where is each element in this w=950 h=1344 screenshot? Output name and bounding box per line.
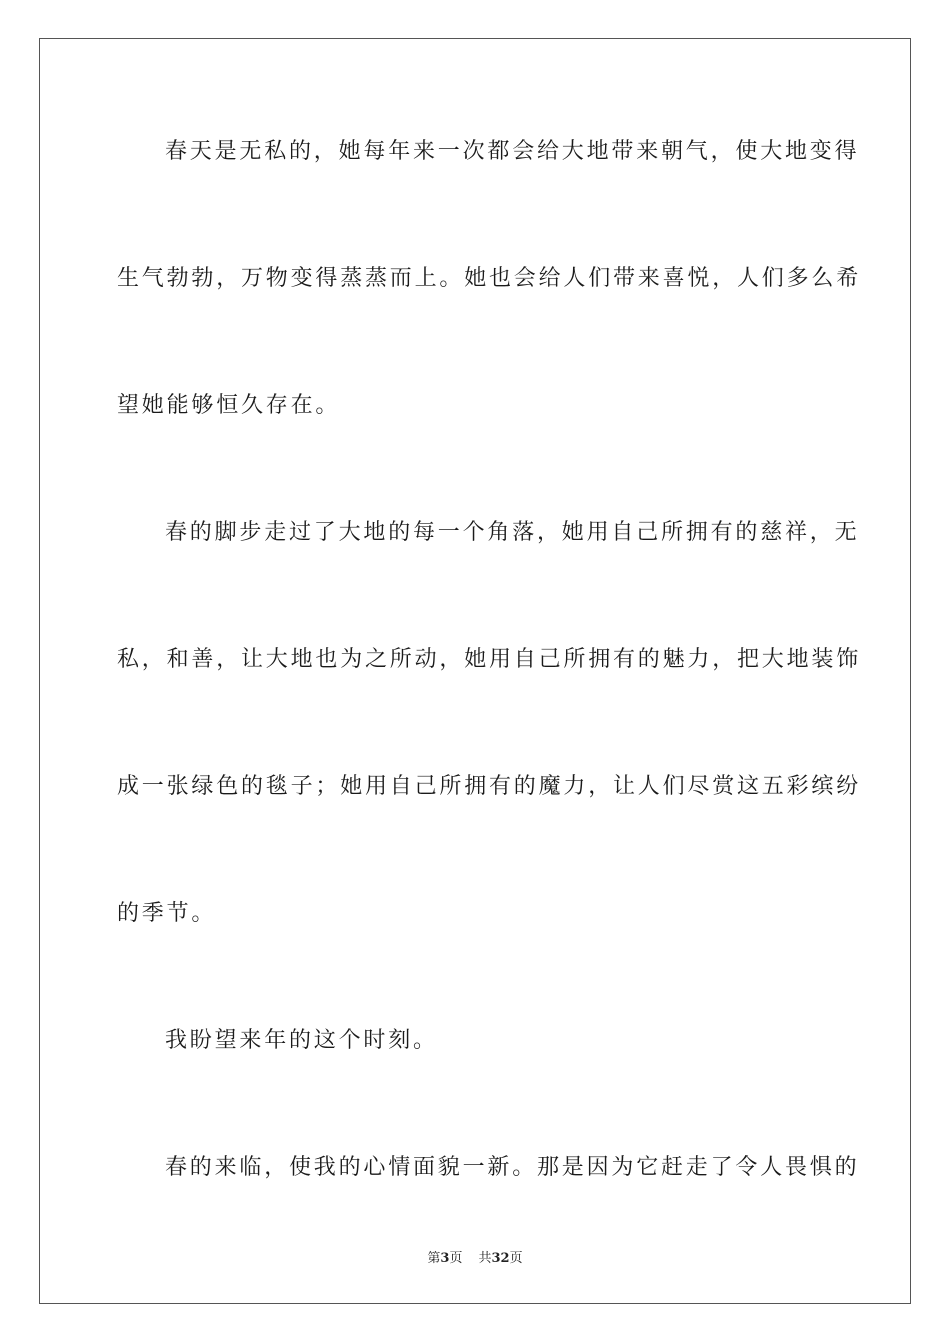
paragraph-line: 的季节。 — [117, 901, 217, 926]
paragraph-line: 春的脚步走过了大地的每一个角落，她用自己所拥有的慈祥，无 — [165, 520, 860, 545]
total-suffix: 页 — [509, 1251, 523, 1266]
paragraph-line: 成一张绿色的毯子；她用自己所拥有的魔力，让人们尽赏这五彩缤纷 — [117, 774, 862, 799]
paragraph-line: 春的来临，使我的心情面貌一新。那是因为它赶走了令人畏惧的 — [165, 1155, 860, 1180]
total-pages: 32 — [491, 1251, 510, 1266]
page-prefix: 第 — [427, 1251, 441, 1266]
page-number: 3 — [440, 1251, 450, 1266]
page-footer — [0, 1247, 950, 1266]
paragraph-line: 生气勃勃，万物变得蒸蒸而上。她也会给人们带来喜悦，人们多么希 — [117, 266, 862, 291]
page-suffix: 页 — [449, 1251, 463, 1266]
paragraph-line: 春天是无私的，她每年来一次都会给大地带来朝气，使大地变得 — [165, 139, 860, 164]
total-prefix: 共 — [478, 1251, 492, 1266]
paragraph-line: 望她能够恒久存在。 — [117, 393, 341, 418]
document-body — [117, 128, 862, 1271]
paragraph-line: 我盼望来年的这个时刻。 — [165, 1028, 438, 1053]
paragraph-line: 私，和善，让大地也为之所动，她用自己所拥有的魅力，把大地装饰 — [117, 647, 862, 672]
